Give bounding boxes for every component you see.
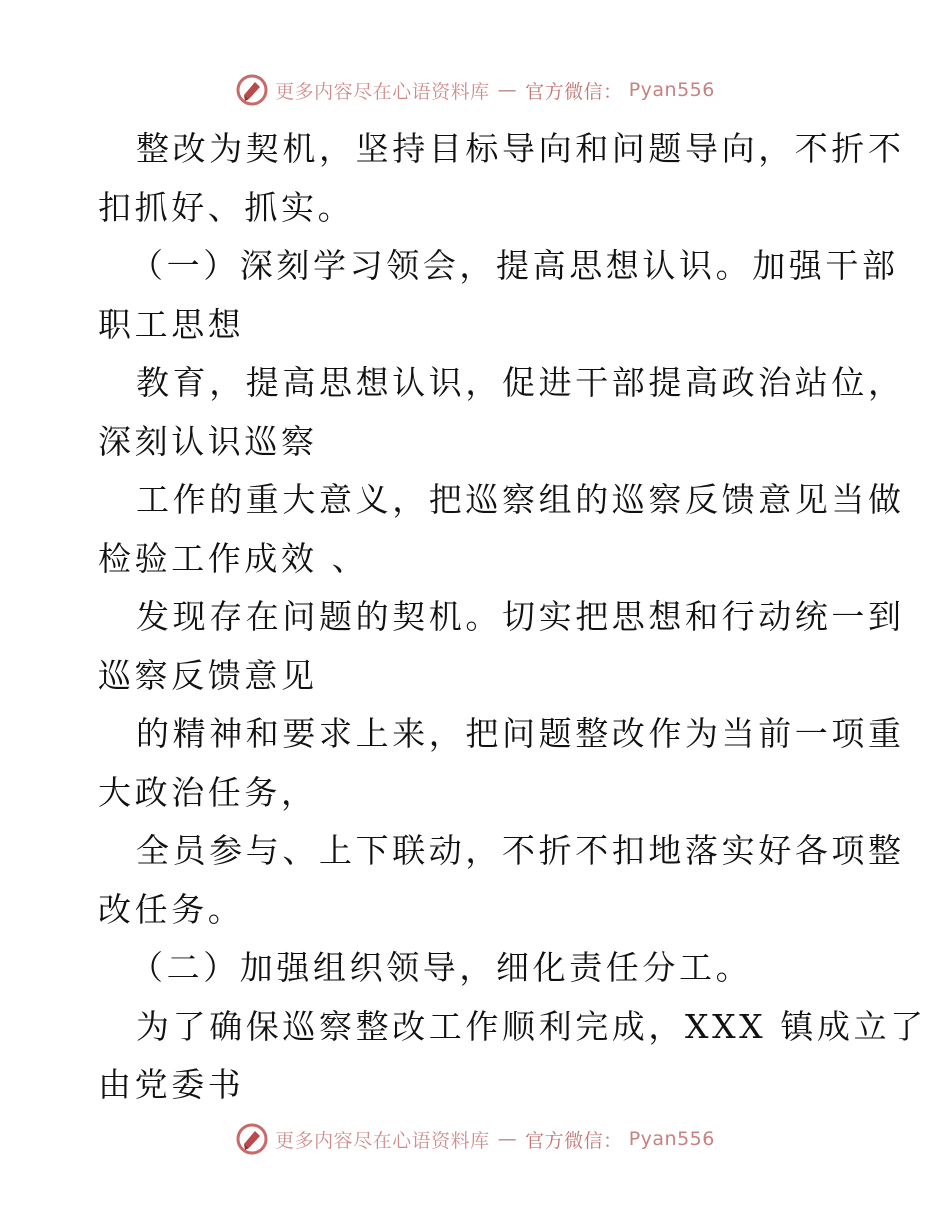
watermark-brand: 更多内容尽在心语资料库 [275, 1129, 490, 1152]
watermark-separator: — [497, 1128, 518, 1150]
brand-logo-icon [235, 73, 269, 107]
watermark-label: 官方微信： [525, 80, 623, 103]
document-body [98, 120, 927, 1115]
text-line: 的精神和要求上来，把问题整改作为当前一项重 [136, 714, 905, 753]
text-line: 教育，提高思想认识，促进干部提高政治站位， [136, 363, 905, 402]
watermark-label: 官方微信： [525, 1129, 623, 1152]
watermark-brand: 更多内容尽在心语资料库 [275, 80, 490, 103]
text-line: 巡察反馈意见 [98, 655, 318, 695]
text-line: 全员参与、上下联动，不折不扣地落实好各项整 [136, 831, 905, 870]
header-watermark [0, 68, 950, 112]
text-line: 整改为契机，坚持目标导向和问题导向，不折不 [136, 129, 905, 168]
text-line: 工作的重大意义，把巡察组的巡察反馈意见当做 [136, 480, 905, 519]
watermark-wechat-id: Pyan556 [628, 1128, 715, 1150]
brand-logo-icon [235, 1122, 269, 1156]
text-line: 大政治任务， [98, 772, 318, 812]
section-heading-line: （二）加强组织领导，细化责任分工。 [130, 948, 753, 987]
text-line: 改任务。 [98, 889, 245, 929]
text-line: 由党委书 [98, 1065, 245, 1104]
watermark-wechat-id: Pyan556 [628, 79, 715, 101]
text-line: 职工思想 [98, 304, 245, 344]
text-line: 深刻认识巡察 [98, 421, 318, 461]
text-line: 检验工作成效 、 [98, 538, 369, 578]
text-line: 扣抓好、抓实。 [98, 187, 355, 227]
watermark-separator: — [497, 79, 518, 101]
text-line: 发现存在问题的契机。切实把思想和行动统一到 [136, 597, 905, 636]
footer-watermark [0, 1117, 950, 1161]
text-line: 为了确保巡察整改工作顺利完成，XXX 镇成立了 [136, 1006, 927, 1046]
section-heading-line: （一）深刻学习领会，提高思想认识。加强干部 [130, 246, 899, 285]
